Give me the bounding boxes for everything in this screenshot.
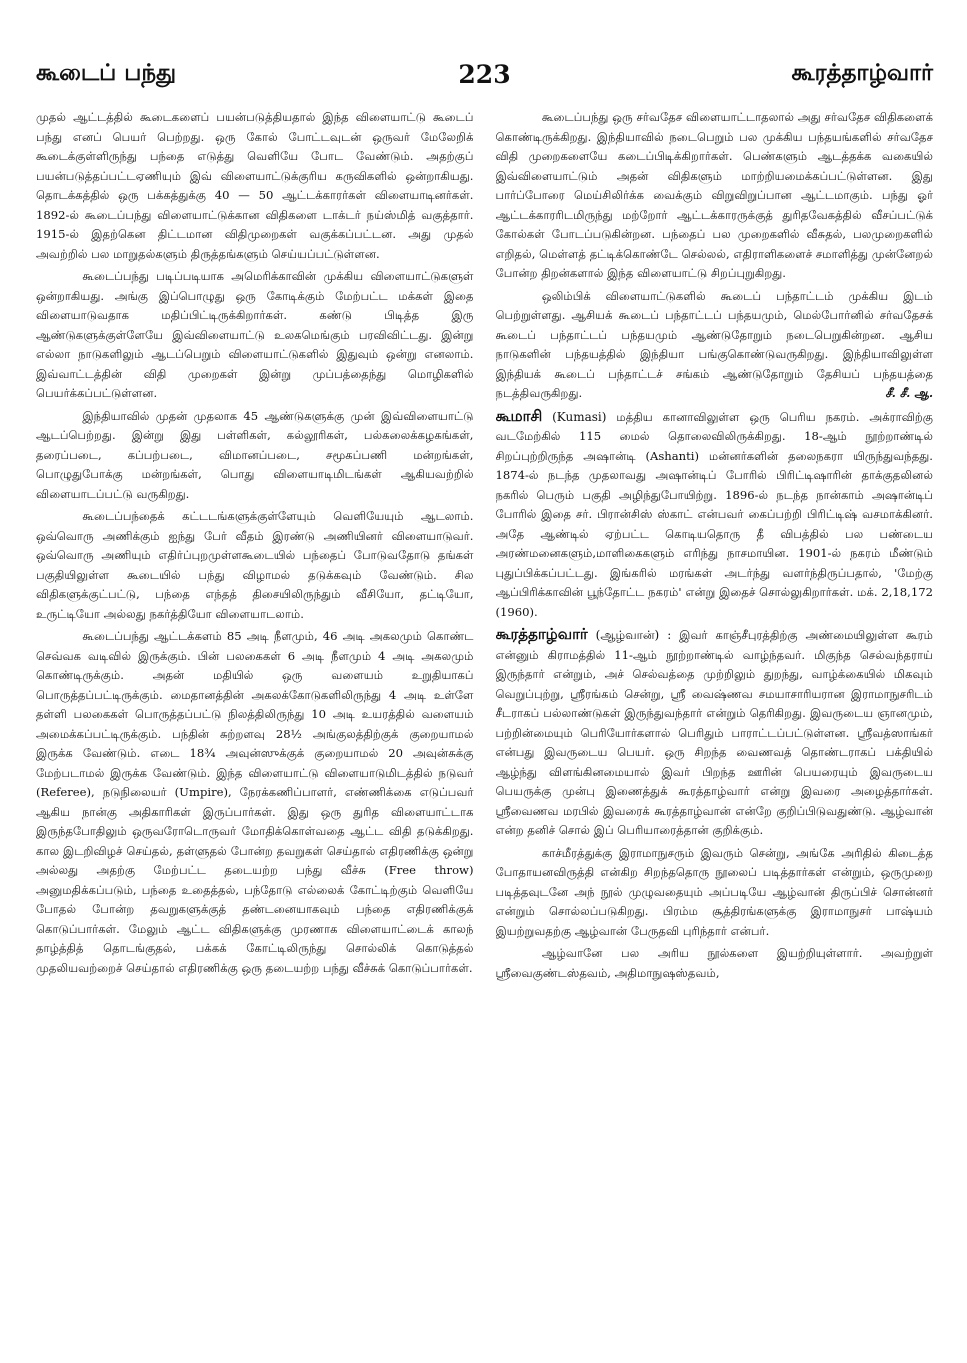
entry-title: கூரத்தாழ்வார் (495, 625, 588, 643)
author-signature: சீ. சீ. ஆ. (885, 386, 933, 400)
paragraph: கூடைப்பந்தைக் கட்டடங்களுக்குள்ளேயும் வெளியேயும் ஆடலாம். ஒவ்வொரு அணிக்கும் ஐந்து பேர் வீதம் இரண்டு அணியினர் விளையாடுவர். ஒவ்வொரு அணியும் எதிர்ப்புறமுள்ளகூடையில் பந்தைப் போடுவதோடு தங்கள் பகுதியிலுள்ள கூடையில் பந்து விழாமல் தடுக்கவும் வேண்டும். சில விதிகளுக்குட்பட்டு, பந்தை எந்தத் திசையிலிருந்தும் வீசியோ, தட்டியோ, உருட்டியோ அல்லது நகர்த்தியோ விளையாடலாம். (36, 509, 474, 621)
page-number: 223 (458, 60, 511, 89)
paragraph: கூடைப்பந்து ஆட்டக்களம் 85 அடி நீளமும், 46 அடி அகலமும் கொண்ட செவ்வக வடிவில் இருக்கும். பின் பலகைகள் 6 அடி நீளமும் 4 அடி அகலமும் கொண்டிருக்கும். அதன் மதியில் ஒரு வளையம் உறுதியாகப் பொருத்தப்பட்டிருக்கும். மைதானத்தின் அகலக்கோடுகளிலிருந்து 4 அடி உள்ளே தள்ளி பலகைகள் பொருத்தப்பட்டு நிலத்திலிருந்து 10 அடி உயரத்தில் வளையம் அமைக்கப்பட்டிருக்கும். பந்தின் சுற்றளவு 28½ அங்குலத்திற்குக் குறையாமல் இருக்க வேண்டும். எடை 18¾ அவுன்ஸுக்குக் குறையாமல் 20 அவுன்சுக்கு மேற்படாமல் இருக்க வேண்டும். இந்த விளையாட்டு விளையாடுமிடத்தில் நடுவர் (Referee), நடுநிலையர் (Umpire), நேரக்கணிப்பாளர், எண்ணிக்கை எடுப்பவர் ஆகிய நான்கு அதிகாரிகள் இருப்பார்கள். இது ஒரு துரித விளையாட்டாக இருந்தபோதிலும் ஒருவரோடொருவர் மோதிக்கொள்வதை ஆட்ட விதி தடுக்கிறது. கால இடறிவிழச் செய்தல், தள்ளுதல் போன்ற தவறுகள் செய்தால் எதிரணிக்கு ஒன்று அல்லது அதற்கு மேற்பட்ட தடையற்ற பந்து வீச்சு (Free throw) அனுமதிக்கப்படும், பந்தை உதைத்தல், பந்தோடு எல்லைக் கோட்டிற்கும் வெளியே போதல் போன்ற தவறுகளுக்குத் தண்டனையாகவும் பந்தை எதிரணிக்குக் கொடுப்பார்கள். மேலும் ஆட்ட விதிகளுக்கு முரணாக விளையாட்டைக் காலந் தாழ்த்தித் தொடங்குதல், பக்கக் கோட்டிலிருந்து சொல்லிக் கொடுத்தல் முதலியவற்றைச் செய்தால் எதிரணிக்கு ஒரு தடையற்ற பந்து வீச்சுக் கொடுப்பார்கள். (36, 629, 474, 975)
entry-text: இவர் காஞ்சீபுரத்திற்கு அண்மையிலுள்ள கூரம் என்னும் கிராமத்தில் 11-ஆம் நூற்றாண்டில் வாழ்ந்தவர். மிகுந்த செல்வந்தராய் இருந்தார் என்றும், அச் செல்வத்தை முற்றிலும் துறந்து, வாழ்க்கையில் மிகவும் வெறுப்புற்று, ஸ்ரீரங்கம் சென்று, ஸ்ரீ வைஷ்ணவ சமயாசாரியரான இராமாநுசரிடம் சீடராகப் பல்லாண்டுகள் இருந்துவந்தார் என்றும் தெரிகிறது. இவருடைய ஞானமும், பற்றின்மையும் பெரியோர்களால் பெரிதும் பாராட்டப்பட்டுள்ளன. ஸ்ரீவத்ஸாங்கர் என்பது இவருடைய பெயர். ஒரு சிறந்த வைணவத் தொண்டராகப் பக்தியில் ஆழ்ந்து விளங்கினமையால் இவர் பிறந்த ஊரின் பெயரையும் இவருடைய பெயருக்கு முன்பு இணைத்துக் கூரத்தாழ்வார் என்று இவரை அழைத்தார்கள். ஸ்ரீவைணவ மரபில் இவரைக் கூரத்தாழ்வான் என்றே குறிப்பிடுவதுண்டு. ஆழ்வான் என்ற தனிச் சொல் இப் பெரியாரைத்தான் குறிக்கும். (495, 628, 933, 837)
entry-koorathazhvar (496, 625, 934, 841)
header-right-entry: கூரத்தாழ்வார் (791, 60, 933, 86)
entry-subtitle: (ஆழ்வான்) : (595, 628, 672, 642)
paragraph: ஆழ்வானே பல அரிய நூல்களை இயற்றியுள்ளார். அவற்றுள் ஸ்ரீவைகுண்டஸ்தவம், அதிமாநுஷஸ்தவம், (495, 946, 933, 980)
text-columns (36, 108, 933, 1343)
paragraph (496, 287, 934, 404)
paragraph: இந்தியாவில் முதன் முதலாக 45 ஆண்டுகளுக்கு முன் இவ்விளையாட்டு ஆடப்பெற்றது. இன்று இது பள்ளிகள், கல்லூரிகள், பல்கலைக்கழகங்கள், தரைப்படை, கப்பற்படை, விமானப்படை, சமூகப்பணி மன்றங்கள், பொழுதுபோக்கு மன்றங்கள், பொது விளையாடிமிடங்கள் ஆகியவற்றில் விளையாடப்பட்டு வருகிறது. (36, 408, 474, 501)
header-left-entry: கூடைப் பந்து (36, 60, 177, 86)
entry-subtitle: (Kumasi) (552, 409, 607, 424)
paragraph: முதல் ஆட்டத்தில் கூடைகளைப் பயன்படுத்தியதால் இந்த விளையாட்டு கூடைப் பந்து எனப் பெயர் பெற்றது. ஒரு கோல் போட்டவுடன் ஒருவர் மேலேறிக் கூடைக்குள்ளிருந்து பந்தை எடுத்து வெளியே போட வேண்டும். அதற்குப் பயன்படுத்தப்பட்டஏணியும் இவ் விளையாட்டுக்குரிய கருவிகளில் ஒன்றாகியது. தொடக்கத்தில் ஒரு பக்கத்துக்கு 40 — 50 ஆட்டக்காரர்கள் விளையாடினர்கள். 1892-ல் கூடைப்பந்து விளையாட்டுக்கான விதிகளை டாக்டர் நய்ஸ்மித் வகுத்தார். 1915-ல் இதற்கென திட்டமான விதிமுறைகள் வகுக்கப்பட்டன. அது முதல் அவற்றில் பல மாறுதல்களும் திருத்தங்களும் செய்யப்பட்டுள்ளன. (36, 110, 474, 261)
paragraph-text: ஒலிம்பிக் விளையாட்டுகளில் கூடைப் பந்தாட்டம் முக்கிய இடம் பெற்றுள்ளது. ஆசியக் கூடைப் பந்தாட்டப் பந்தயமும், மெல்போர்னில் சர்வதேசக் கூடைப் பந்தாட்டப் பந்தயமும் ஆண்டுதோறும் நடைபெறுகின்றன. ஆசிய நாடுகளின் பந்தயத்தில் இந்தியா பங்குகொண்டுவருகிறது. இந்தியாவிலுள்ள இந்தியக் கூடைப் பந்தாட்டச் சங்கம் ஆண்டுதோறும் தேசியப் பந்தயத்தை நடத்திவருகிறது. (495, 288, 933, 400)
entry-title: கூமாசி (495, 406, 543, 425)
running-header (36, 60, 933, 94)
right-column (496, 108, 934, 1343)
paragraph: கூடைப்பந்து படிப்படியாக அமெரிக்காவின் முக்கிய விளையாட்டுகளுள் ஒன்றாகியது. அங்கு இப்பொழுது ஒரு கோடிக்கும் மேற்பட்ட மக்கள் இதை விளையாடுவதாக மதிப்பிட்டிருக்கிறார்கள். கண்டு பிடித்த இரு ஆண்டுகளுக்குள்ளேயே இவ்விளையாட்டு உலகமெங்கும் பரவிவிட்டது. இன்று எல்லா நாடுகளிலும் ஆடப்பெறும் விளையாட்டுகளில் இதுவும் ஒன்று எனலாம். இவ்வாட்டத்தின் விதி முறைகள் இன்று முப்பத்தைந்து மொழிகளில் பெயர்க்கப்பட்டுள்ளன. (36, 269, 474, 400)
entry-kumasi (496, 407, 934, 623)
left-column (36, 108, 474, 1343)
paragraph: காச்மீரத்துக்கு இராமாநுசரும் இவரும் சென்று, அங்கே அரிதில் கிடைத்த போதாயனவிருத்தி என்கிற சிறந்ததொரு நூலைப் படித்தார்கள் என்றும், ஒருமுறை படித்தவுடனே அந் நூல் முழுவதையும் அப்படியே ஆழ்வான் திருப்பிச் சொன்னர் என்றும் சொல்லப்படுகிறது. பிரம்ம சூத்திரங்களுக்கு இராமாநுசர் பாஷ்யம் இயற்றுவதற்கு ஆழ்வான் பேருதவி புரிந்தார் என்பர். (495, 845, 933, 938)
entry-text: மத்திய கானாவிலுள்ள ஒரு பெரிய நகரம். அக்ராவிற்கு வடமேற்கில் 115 மைல் தொலைவிலிருக்கிறது. 18-ஆம் நூற்றாண்டில் சிறப்புற்றிருந்த அஷான்டி (Ashanti) மன்னர்களின் தலைநகரா யிருந்துவந்தது. 1874-ல் நடந்த முதலாவது அஷான்டிப் போரில் பிரிட்டிஷாரின் தாக்குதலினல் நகரில் பெரும் பகுதி அழிந்துபோயிற்று. 1896-ல் நடந்த நான்காம் அஷான்டிப் போரில் இதை சர். பிரான்சிஸ் ஸ்காட் என்பவர் கைப்பற்றி பிரிட்டிஷ் வசமாக்கினர். அதே ஆண்டில் ஏற்பட்ட கொடியதொரு தீ விபத்தில் பல பண்டைய அரண்மனைகளும்,மாளிகைகளும் எரிந்து நாசமாயின. 1901-ல் நகரம் மீண்டும் புதுப்பிக்கப்பட்டது. இங்கரில் மரங்கள் அடர்ந்து வளர்ந்திருப்பதால், 'மேற்கு ஆப்பிரிக்காவின் பூந்தோட்ட நகரம்' என்று இதைச் சொல்லுகிறார்கள். மக். 2,18,172 (1960). (495, 409, 933, 619)
paragraph: கூடைப்பந்து ஒரு சர்வதேச விளையாட்டாதலால் அது சர்வதேச விதிகளைக் கொண்டிருக்கிறது. இந்தியாவில் நடைபெறும் பல முக்கிய பந்தயங்களில் சர்வதேச விதி முறைகளையே கடைப்பிடிக்கிறார்கள். பெண்களும் ஆடத்தக்க வகையில் இவ்விளையாட்டும் அதன் விதிகளும் மாற்றியமைக்கப்பட்டுள்ளன. இது பார்ப்போரை மெய்சிலிர்க்க வைக்கும் விறுவிறுப்பான ஆட்டமாகும். பந்து ஓர் ஆட்டக்காரரிடமிருந்து மற்றோர் ஆட்டக்காரருக்குத் துரிதவேகத்தில் வீசப்பட்டுக் கோல்கள் போடப்படுகின்றன. பந்தைப் பல முறைகளில் வீசுதல், பலமுறைகளில் எறிதல், மெள்ளத் தட்டிக்கொண்டே செல்லல், எதிராளிகளைச் சமாளித்து முன்னேறல் போன்ற திறன்களால் இந்த விளையாட்டு சிறப்புறுகிறது. (495, 110, 933, 280)
